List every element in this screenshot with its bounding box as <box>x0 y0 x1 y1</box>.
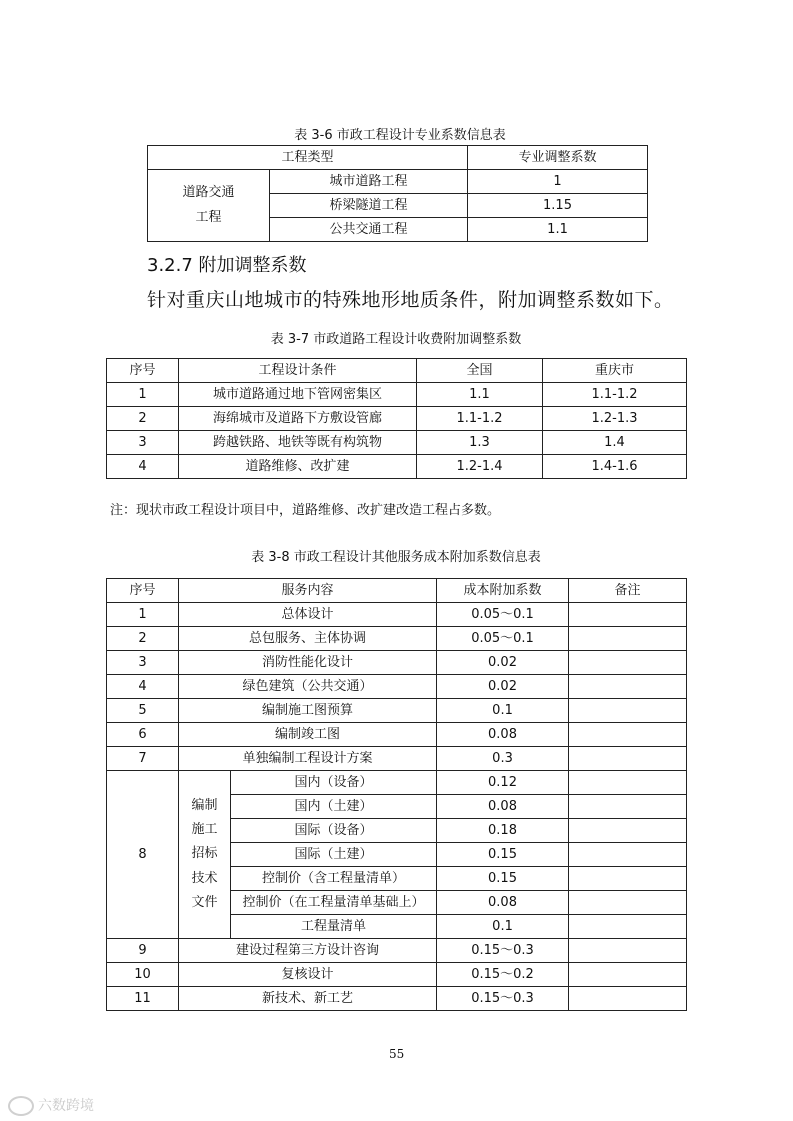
table-group-cell <box>148 170 270 242</box>
table-header-cell: 工程设计条件 <box>179 359 417 383</box>
table-cell: 2 <box>107 627 179 651</box>
table-cell: 4 <box>107 675 179 699</box>
table-cell: 总体设计 <box>179 603 437 627</box>
group-line: 施工 <box>191 822 218 838</box>
table-header-cell: 工程类型 <box>148 146 468 170</box>
group-line: 技术 <box>191 870 218 886</box>
table-cell <box>569 843 687 867</box>
table-cell: 0.08 <box>437 891 569 915</box>
table-cell: 0.3 <box>437 747 569 771</box>
table-cell: 复核设计 <box>179 963 437 987</box>
table-cell <box>569 723 687 747</box>
watermark <box>8 1095 94 1116</box>
table-header-cell: 专业调整系数 <box>468 146 648 170</box>
table-cell: 0.08 <box>437 723 569 747</box>
table-cell: 2 <box>107 407 179 431</box>
table-cell: 1.1-1.2 <box>417 407 543 431</box>
table-cell: 单独编制工程设计方案 <box>179 747 437 771</box>
table-cell: 0.15～0.3 <box>437 987 569 1011</box>
table-cell: 0.05～0.1 <box>437 627 569 651</box>
table-3-6 <box>147 145 648 242</box>
table-cell: 3 <box>107 651 179 675</box>
table-cell: 1.2-1.3 <box>543 407 687 431</box>
table-cell: 4 <box>107 455 179 479</box>
table-cell: 10 <box>107 963 179 987</box>
table-cell: 工程量清单 <box>231 915 437 939</box>
table-header-cell: 序号 <box>107 359 179 383</box>
table-cell: 控制价（在工程量清单基础上） <box>231 891 437 915</box>
section-heading: 3.2.7 附加调整系数 <box>147 255 307 276</box>
table-3-8 <box>106 578 687 1011</box>
table-cell: 1.1-1.2 <box>543 383 687 407</box>
table-cell: 1.15 <box>468 194 648 218</box>
table-cell: 0.1 <box>437 699 569 723</box>
table-3-7-note: 注：现状市政工程设计项目中，道路维修、改扩建改造工程占多数。 <box>110 503 501 518</box>
table-header-cell: 全国 <box>417 359 543 383</box>
table-cell: 总包服务、主体协调 <box>179 627 437 651</box>
table-cell: 8 <box>107 771 179 939</box>
table-cell: 国内（土建） <box>231 795 437 819</box>
table-cell: 0.15 <box>437 843 569 867</box>
table-cell: 编制竣工图 <box>179 723 437 747</box>
table-cell <box>569 771 687 795</box>
table-cell: 公共交通工程 <box>270 218 468 242</box>
table-cell <box>569 939 687 963</box>
table-cell: 消防性能化设计 <box>179 651 437 675</box>
table-cell: 1.4-1.6 <box>543 455 687 479</box>
table-cell: 1.1 <box>417 383 543 407</box>
group-line: 编制 <box>191 798 218 814</box>
table-cell: 桥梁隧道工程 <box>270 194 468 218</box>
table-cell <box>569 627 687 651</box>
page-number: 55 <box>389 1047 405 1061</box>
table-cell <box>569 651 687 675</box>
table-cell: 编制施工图预算 <box>179 699 437 723</box>
table-cell: 跨越铁路、地铁等既有构筑物 <box>179 431 417 455</box>
table-cell: 0.18 <box>437 819 569 843</box>
table-cell: 1 <box>468 170 648 194</box>
table-cell: 7 <box>107 747 179 771</box>
table-cell: 控制价（含工程量清单） <box>231 867 437 891</box>
watermark-logo-icon <box>8 1096 34 1116</box>
table-cell: 5 <box>107 699 179 723</box>
table-cell <box>569 891 687 915</box>
table-cell: 新技术、新工艺 <box>179 987 437 1011</box>
table-cell: 9 <box>107 939 179 963</box>
table-cell: 6 <box>107 723 179 747</box>
table-cell: 建设过程第三方设计咨询 <box>179 939 437 963</box>
table-cell: 海绵城市及道路下方敷设管廊 <box>179 407 417 431</box>
table-cell <box>569 915 687 939</box>
group-line: 工程 <box>195 209 222 225</box>
table-header-cell: 序号 <box>107 579 179 603</box>
table-cell: 0.15 <box>437 867 569 891</box>
table-header-cell: 服务内容 <box>179 579 437 603</box>
table-cell: 0.02 <box>437 651 569 675</box>
table-3-8-caption: 表 3-8 市政工程设计其他服务成本附加系数信息表 <box>251 550 541 565</box>
group-line: 道路交通 <box>182 184 235 200</box>
table-header-cell: 备注 <box>569 579 687 603</box>
group-line: 招标 <box>191 846 218 862</box>
table-3-7-caption: 表 3-7 市政道路工程设计收费附加调整系数 <box>270 332 522 347</box>
table-cell: 0.12 <box>437 771 569 795</box>
table-cell: 道路维修、改扩建 <box>179 455 417 479</box>
table-cell: 0.05～0.1 <box>437 603 569 627</box>
table-group-cell <box>179 771 231 939</box>
table-cell: 11 <box>107 987 179 1011</box>
table-header-cell: 重庆市 <box>543 359 687 383</box>
table-cell <box>569 867 687 891</box>
watermark-text: 六数跨境 <box>38 1098 94 1114</box>
table-cell: 0.08 <box>437 795 569 819</box>
table-cell: 国际（设备） <box>231 819 437 843</box>
table-cell: 1.3 <box>417 431 543 455</box>
section-body: 针对重庆山地城市的特殊地形地质条件，附加调整系数如下。 <box>147 289 674 311</box>
table-3-6-caption: 表 3-6 市政工程设计专业系数信息表 <box>294 128 506 143</box>
group-line: 文件 <box>191 894 218 910</box>
table-cell <box>569 963 687 987</box>
table-cell: 1.2-1.4 <box>417 455 543 479</box>
table-cell: 0.1 <box>437 915 569 939</box>
table-cell: 0.02 <box>437 675 569 699</box>
table-cell <box>569 603 687 627</box>
table-cell <box>569 819 687 843</box>
table-cell <box>569 699 687 723</box>
table-cell: 绿色建筑（公共交通） <box>179 675 437 699</box>
table-cell: 1.4 <box>543 431 687 455</box>
table-header-cell: 成本附加系数 <box>437 579 569 603</box>
table-cell <box>569 747 687 771</box>
table-cell: 1 <box>107 383 179 407</box>
table-cell: 国际（土建） <box>231 843 437 867</box>
table-cell: 3 <box>107 431 179 455</box>
table-cell <box>569 675 687 699</box>
table-cell: 0.15～0.2 <box>437 963 569 987</box>
table-cell: 国内（设备） <box>231 771 437 795</box>
table-cell <box>569 987 687 1011</box>
table-cell: 1 <box>107 603 179 627</box>
table-cell: 城市道路工程 <box>270 170 468 194</box>
table-cell <box>569 795 687 819</box>
table-3-7 <box>106 358 687 479</box>
table-cell: 1.1 <box>468 218 648 242</box>
table-cell: 城市道路通过地下管网密集区 <box>179 383 417 407</box>
table-cell: 0.15～0.3 <box>437 939 569 963</box>
